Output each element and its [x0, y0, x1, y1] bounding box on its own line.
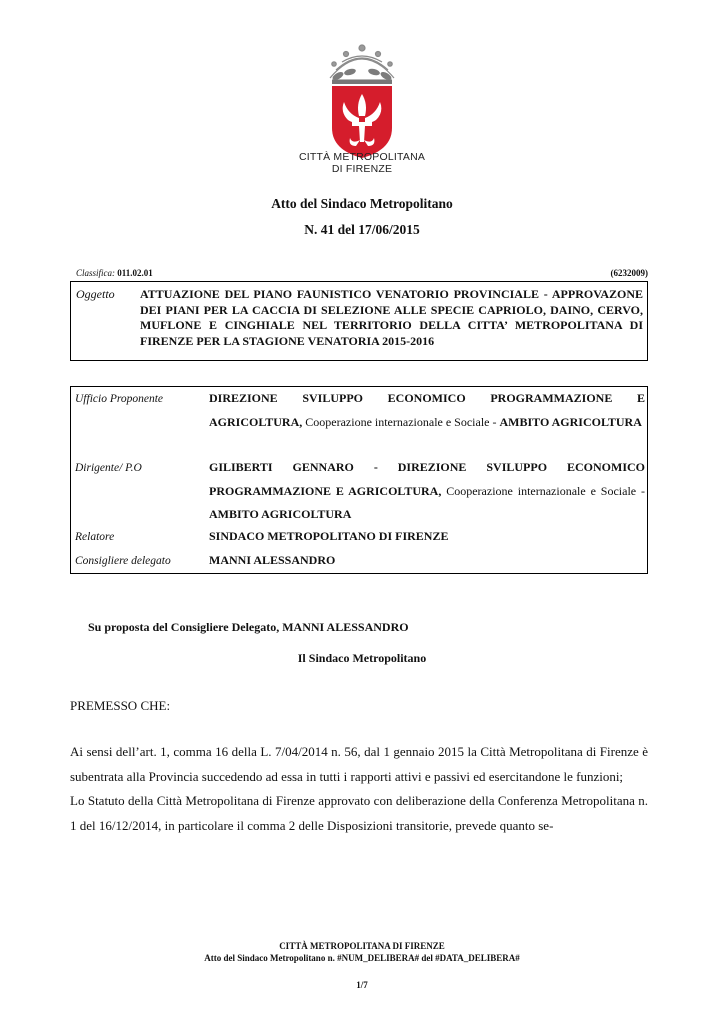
rapporteur-value	[209, 525, 645, 549]
rapporteur-value-bold: SINDACO METROPOLITANO DI FIRENZE	[209, 529, 449, 543]
footer-entity: CITTÀ METROPOLITANA DI FIRENZE	[279, 941, 445, 951]
premises-heading: PREMESSO CHE:	[70, 698, 171, 713]
manager-value-bold2: AMBITO AGRICOLTURA	[209, 507, 352, 521]
body-paragraph-1: Ai sensi dell’art. 1, comma 16 della L. 7/04/2014 n. 56, dal 1 gennaio 2015 la Città Metropolitana di Firenze è subentrata alla Provincia succedendo ad essa in tutti i rapporti attivi e passivi ed esercitandone le funzioni;	[70, 744, 648, 784]
body-paragraph-2: Lo Statuto della Città Metropolitana di Firenze approvato con deliberazione della Conferenza Metropolitana n. 1 del 16/12/2014, in particolare il comma 2 delle Disposizioni transitorie, prevede quanto se-	[70, 793, 648, 833]
protocol-number: (6232009)	[610, 268, 648, 278]
manager-label: Dirigente/ P.O	[75, 462, 142, 474]
manager-value-bold: GILIBERTI GENNARO - DIREZIONE SVILUPPO ECONOMICO PROGRAMMAZIONE E AGRICOLTURA,	[209, 460, 645, 498]
office-value-bold: DIREZIONE SVILUPPO ECONOMICO PROGRAMMAZIONE E AGRICOLTURA,	[209, 391, 645, 429]
laurel-icon	[331, 68, 392, 84]
proposal-line: Su proposta del Consigliere Delegato, MANNI ALESSANDRO	[88, 620, 409, 634]
office-label: Ufficio Proponente	[75, 393, 164, 405]
office-value-bold2: AMBITO AGRICOLTURA	[499, 414, 642, 429]
subject-label: Oggetto	[76, 287, 115, 301]
document-number: N. 41 del 17/06/2015	[304, 222, 420, 237]
classifica	[76, 268, 153, 278]
classifica-label: Classifica:	[76, 268, 116, 278]
councillor-value-bold: MANNI ALESSANDRO	[209, 553, 336, 567]
manager-value	[209, 456, 645, 527]
page-number: 1/7	[356, 980, 368, 990]
office-value	[209, 387, 645, 434]
classifica-value: 011.02.01	[117, 268, 153, 278]
body-text	[70, 740, 648, 838]
footer-act-reference: Atto del Sindaco Metropolitano n. #NUM_DELIBERA# del #DATA_DELIBERA#	[204, 953, 520, 963]
logo-caption-line2: DI FIRENZE	[331, 163, 393, 175]
logo-caption	[262, 151, 462, 175]
office-value-rest: Cooperazione internazionale e Sociale -	[302, 414, 500, 429]
councillor-label: Consigliere delegato	[75, 555, 171, 567]
rapporteur-label: Relatore	[75, 531, 115, 543]
manager-value-rest: Cooperazione internazionale e Sociale -	[441, 483, 645, 498]
document-title: Atto del Sindaco Metropolitano	[271, 196, 453, 211]
logo-caption-line1: CITTÀ METROPOLITANA	[298, 151, 426, 163]
councillor-value	[209, 549, 645, 573]
subject-text: ATTUAZIONE DEL PIANO FAUNISTICO VENATORIO PROVINCIALE - APPROVAZONE DEI PIANI PER LA CACCIA DI SELEZIONE ALLE SPECIE CAPRIOLO, DAINO, CERVO, MUFLONE E CINGHIALE NEL TERRITORIO DELLA CITTA’ METROPOLITANA DI FIRENZE PER LA STAGIONE VENATORIA 2015-2016	[140, 287, 643, 348]
mayor-heading: Il Sindaco Metropolitano	[297, 651, 427, 665]
